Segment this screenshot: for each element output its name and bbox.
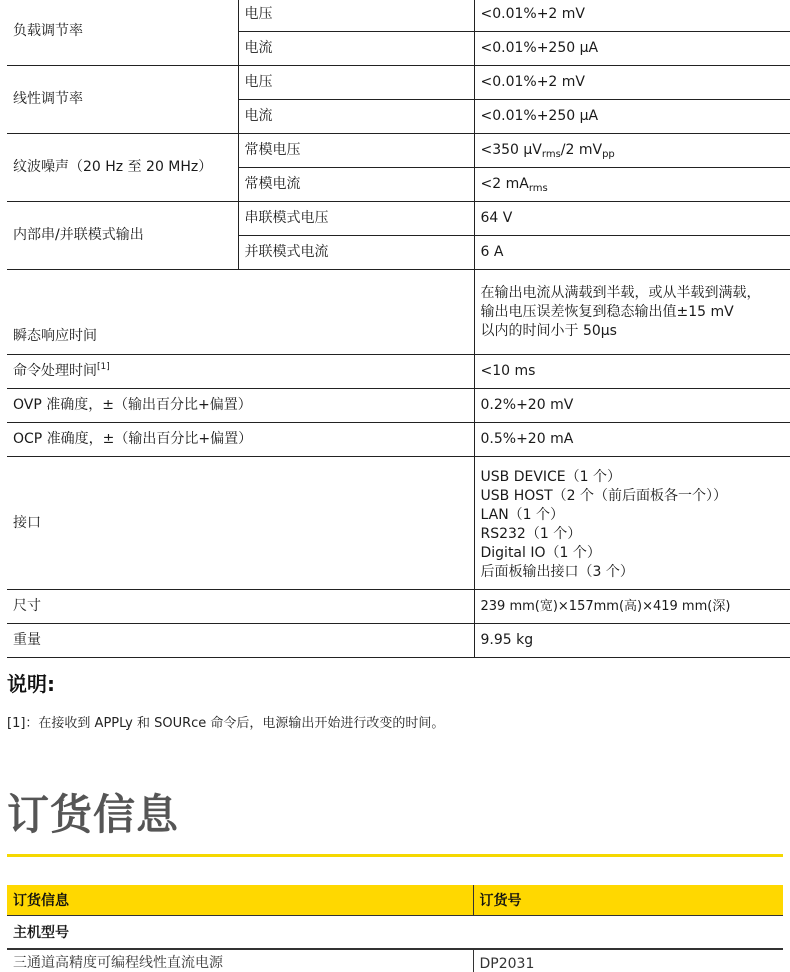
interface-line-3: LAN（1 个） [480, 507, 565, 523]
table-row [7, 66, 790, 100]
transient-line-1: 在输出电流从满载到半载，或从半载到满载， [480, 284, 761, 301]
interface-line-4: RS232（1 个） [480, 526, 582, 542]
cmd-name-text: 命令处理时间 [13, 363, 97, 379]
ripple-current-value [474, 168, 790, 202]
size-value: 239 mm(宽)×157mm(高)×419 mm(深) [474, 590, 790, 624]
interface-value [474, 457, 790, 590]
order-header-number: 订货号 [473, 885, 783, 916]
interface-name: 接口 [7, 457, 474, 590]
weight-value: 9.95 kg [474, 624, 790, 658]
ripple-voltage-a: <350 µV [480, 142, 542, 158]
ripple-current-label: 常模电流 [238, 168, 474, 202]
parallel-current-label: 并联模式电流 [238, 236, 474, 270]
transient-line-2: 输出电压误差恢复到稳态输出值±15 mV [480, 303, 734, 320]
line-reg-voltage-label: 电压 [238, 66, 474, 100]
order-section-title: 订货信息 [7, 790, 180, 839]
line-reg-name: 线性调节率 [7, 66, 238, 134]
series-parallel-name: 内部串/并联模式输出 [7, 202, 238, 270]
interface-line-6: 后面板输出接口（3 个） [480, 564, 634, 580]
section-divider [7, 854, 783, 857]
order-header-row [7, 885, 783, 916]
order-group-row [7, 916, 783, 950]
table-row [7, 0, 790, 32]
load-reg-current-label: 电流 [238, 32, 474, 66]
table-row [7, 355, 790, 389]
notes-title: 说明: [7, 672, 55, 696]
load-reg-current-value: <0.01%+250 µA [474, 32, 790, 66]
line-reg-current-value: <0.01%+250 µA [474, 100, 790, 134]
transient-value [474, 270, 790, 355]
load-reg-voltage-value: <0.01%+2 mV [474, 0, 790, 32]
ripple-name: 纹波噪声（20 Hz 至 20 MHz） [7, 134, 238, 202]
ovp-value: 0.2%+20 mV [474, 389, 790, 423]
size-name: 尺寸 [7, 590, 474, 624]
table-row [7, 389, 790, 423]
order-group-label: 主机型号 [7, 916, 783, 950]
load-reg-voltage-label: 电压 [238, 0, 474, 32]
ripple-voltage-label: 常模电压 [238, 134, 474, 168]
interface-line-2: USB HOST（2 个（前后面板各一个）） [480, 488, 728, 504]
order-table [7, 885, 783, 972]
notes-text: [1]：在接收到 APPLy 和 SOURce 命令后，电源输出开始进行改变的时间。 [7, 716, 445, 731]
parallel-current-value: 6 A [474, 236, 790, 270]
ocp-value: 0.5%+20 mA [474, 423, 790, 457]
interface-line-1: USB DEVICE（1 个） [480, 469, 621, 485]
cmd-footnote-ref: [1] [97, 362, 110, 372]
transient-name: 瞬态响应时间 [7, 270, 474, 355]
line-reg-voltage-value: <0.01%+2 mV [474, 66, 790, 100]
ripple-current-sub: rms [528, 183, 548, 194]
table-row [7, 949, 783, 972]
order-item-name: 三通道高精度可编程线性直流电源 [7, 949, 473, 972]
line-reg-current-label: 电流 [238, 100, 474, 134]
table-row [7, 590, 790, 624]
ovp-name: OVP 准确度，±（输出百分比+偏置） [7, 389, 474, 423]
interface-line-5: Digital IO（1 个） [480, 545, 601, 561]
load-reg-name: 负载调节率 [7, 0, 238, 66]
table-row [7, 202, 790, 236]
ocp-name: OCP 准确度，±（输出百分比+偏置） [7, 423, 474, 457]
spec-table [7, 0, 790, 658]
ripple-voltage-value [474, 134, 790, 168]
table-row [7, 270, 790, 355]
cmd-value: <10 ms [474, 355, 790, 389]
ripple-voltage-sub-b: pp [602, 149, 615, 160]
table-row [7, 624, 790, 658]
series-voltage-value: 64 V [474, 202, 790, 236]
table-row [7, 134, 790, 168]
table-row [7, 423, 790, 457]
transient-line-3: 以内的时间小于 50µs [480, 322, 617, 339]
order-item-number: DP2031 [479, 956, 535, 972]
ripple-current-main: <2 mA [480, 176, 529, 192]
ripple-voltage-sub-a: rms [541, 149, 561, 160]
order-header-info: 订货信息 [7, 885, 473, 916]
table-row [7, 457, 790, 590]
cmd-name [7, 355, 474, 389]
series-voltage-label: 串联模式电压 [238, 202, 474, 236]
weight-name: 重量 [7, 624, 474, 658]
ripple-voltage-b: /2 mV [560, 142, 603, 158]
